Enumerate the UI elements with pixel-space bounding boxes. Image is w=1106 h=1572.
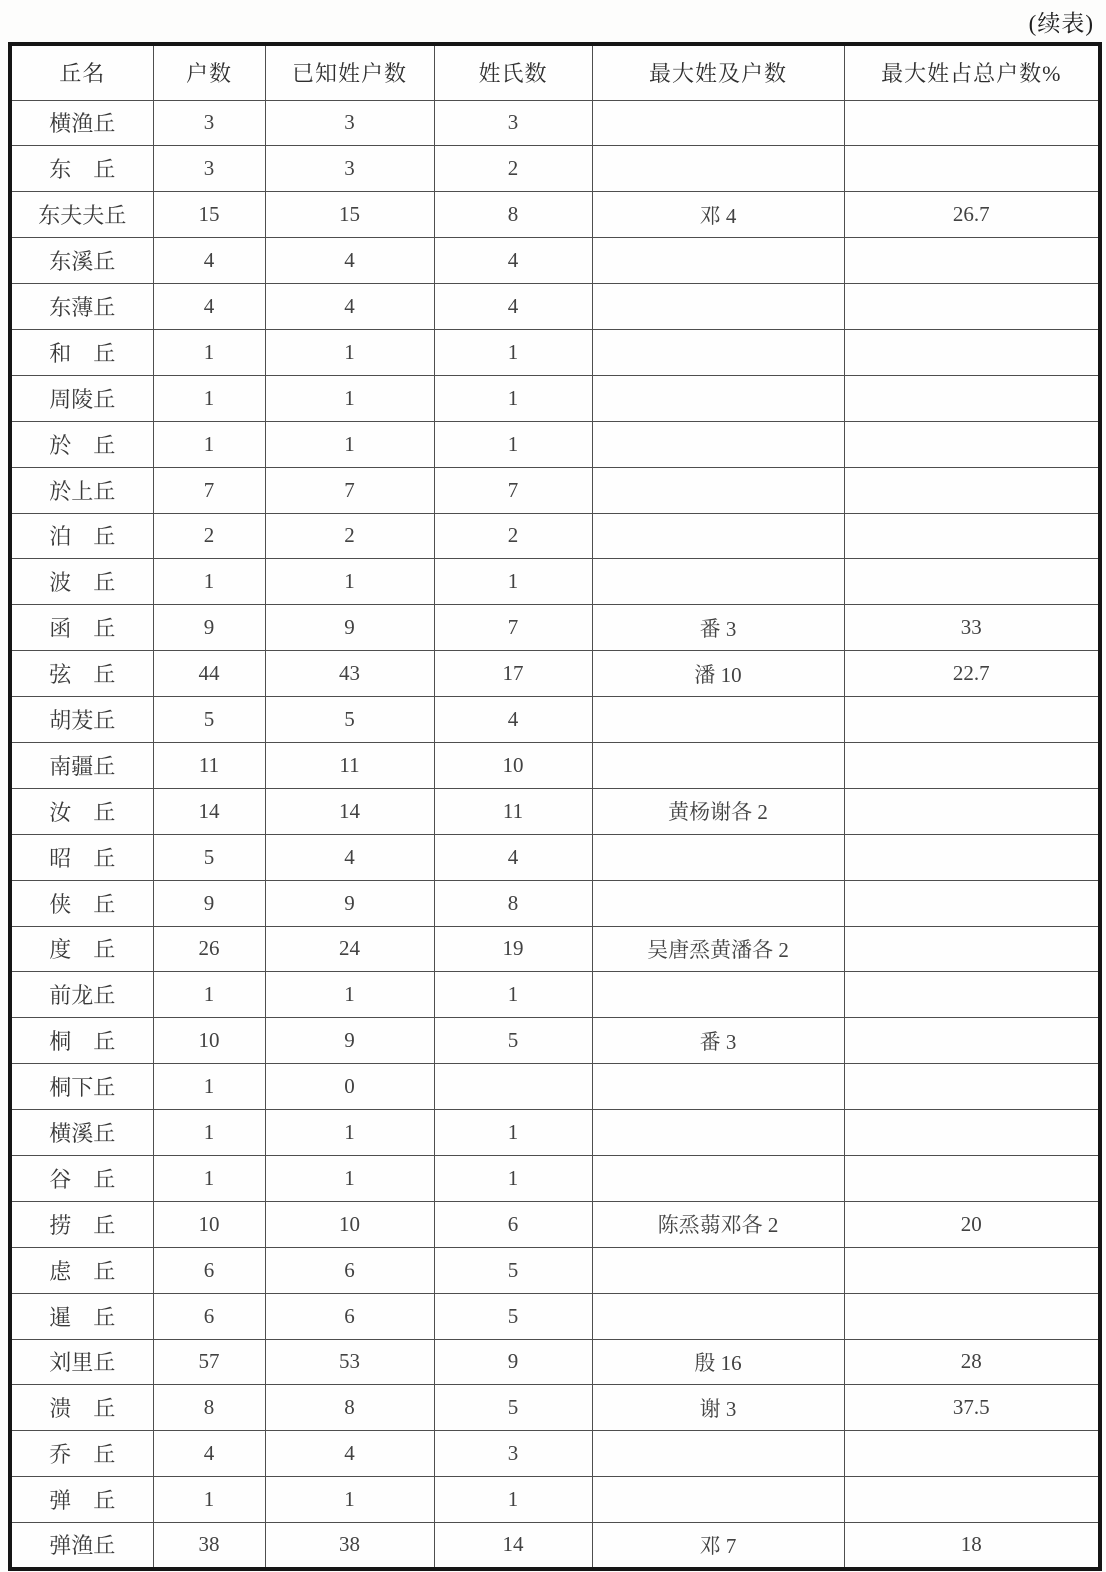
value-cell bbox=[844, 1064, 1100, 1110]
value-cell: 谢 3 bbox=[592, 1385, 844, 1431]
value-cell: 1 bbox=[153, 375, 265, 421]
value-cell bbox=[844, 238, 1100, 284]
table-row bbox=[10, 1431, 1100, 1477]
qiu-name-cell: 弹渔丘 bbox=[10, 1523, 153, 1569]
value-cell: 1 bbox=[265, 375, 434, 421]
column-header: 最大姓占总户数% bbox=[844, 44, 1100, 100]
value-cell bbox=[844, 284, 1100, 330]
value-cell: 10 bbox=[153, 1201, 265, 1247]
value-cell: 10 bbox=[265, 1201, 434, 1247]
value-cell bbox=[844, 1155, 1100, 1201]
value-cell: 邓 4 bbox=[592, 192, 844, 238]
qiu-name-cell: 暹 丘 bbox=[10, 1293, 153, 1339]
value-cell bbox=[844, 1018, 1100, 1064]
value-cell: 7 bbox=[434, 605, 592, 651]
value-cell: 番 3 bbox=[592, 1018, 844, 1064]
value-cell bbox=[592, 559, 844, 605]
value-cell: 6 bbox=[265, 1293, 434, 1339]
value-cell bbox=[844, 880, 1100, 926]
table-row bbox=[10, 1293, 1100, 1339]
value-cell: 1 bbox=[434, 329, 592, 375]
value-cell: 8 bbox=[153, 1385, 265, 1431]
value-cell bbox=[592, 467, 844, 513]
value-cell bbox=[844, 926, 1100, 972]
value-cell: 11 bbox=[265, 742, 434, 788]
value-cell: 6 bbox=[153, 1247, 265, 1293]
value-cell bbox=[844, 834, 1100, 880]
value-cell bbox=[844, 375, 1100, 421]
table-row bbox=[10, 192, 1100, 238]
table-body bbox=[10, 100, 1100, 1569]
value-cell: 15 bbox=[153, 192, 265, 238]
table-row bbox=[10, 375, 1100, 421]
value-cell: 1 bbox=[434, 1110, 592, 1156]
qiu-name-cell: 周陵丘 bbox=[10, 375, 153, 421]
value-cell bbox=[592, 1431, 844, 1477]
value-cell bbox=[592, 834, 844, 880]
value-cell: 3 bbox=[434, 100, 592, 146]
qiu-name-cell: 侠 丘 bbox=[10, 880, 153, 926]
value-cell: 1 bbox=[153, 972, 265, 1018]
value-cell bbox=[844, 146, 1100, 192]
qiu-name-cell: 溃 丘 bbox=[10, 1385, 153, 1431]
value-cell: 53 bbox=[265, 1339, 434, 1385]
qiu-name-cell: 和 丘 bbox=[10, 329, 153, 375]
value-cell bbox=[844, 1431, 1100, 1477]
value-cell: 番 3 bbox=[592, 605, 844, 651]
column-header: 已知姓户数 bbox=[265, 44, 434, 100]
table-row bbox=[10, 926, 1100, 972]
value-cell: 38 bbox=[265, 1523, 434, 1569]
value-cell: 2 bbox=[434, 513, 592, 559]
value-cell bbox=[592, 1064, 844, 1110]
value-cell bbox=[592, 238, 844, 284]
value-cell: 1 bbox=[153, 1477, 265, 1523]
table-row bbox=[10, 329, 1100, 375]
value-cell: 4 bbox=[434, 238, 592, 284]
value-cell: 1 bbox=[434, 375, 592, 421]
qiu-name-cell: 刘里丘 bbox=[10, 1339, 153, 1385]
value-cell: 28 bbox=[844, 1339, 1100, 1385]
value-cell: 37.5 bbox=[844, 1385, 1100, 1431]
table-row bbox=[10, 1155, 1100, 1201]
value-cell: 26 bbox=[153, 926, 265, 972]
value-cell bbox=[592, 1293, 844, 1339]
table-row bbox=[10, 238, 1100, 284]
value-cell bbox=[844, 329, 1100, 375]
value-cell: 4 bbox=[265, 1431, 434, 1477]
value-cell: 3 bbox=[265, 146, 434, 192]
table-row bbox=[10, 1201, 1100, 1247]
value-cell: 1 bbox=[153, 421, 265, 467]
table-row bbox=[10, 1018, 1100, 1064]
value-cell: 8 bbox=[265, 1385, 434, 1431]
value-cell: 33 bbox=[844, 605, 1100, 651]
value-cell: 7 bbox=[434, 467, 592, 513]
value-cell: 5 bbox=[434, 1293, 592, 1339]
value-cell bbox=[592, 1247, 844, 1293]
qiu-name-cell: 横渔丘 bbox=[10, 100, 153, 146]
value-cell bbox=[844, 1293, 1100, 1339]
value-cell: 1 bbox=[265, 1477, 434, 1523]
value-cell: 3 bbox=[434, 1431, 592, 1477]
qiu-name-cell: 桐 丘 bbox=[10, 1018, 153, 1064]
qiu-name-cell: 虑 丘 bbox=[10, 1247, 153, 1293]
value-cell: 11 bbox=[434, 788, 592, 834]
value-cell: 潘 10 bbox=[592, 651, 844, 697]
value-cell: 1 bbox=[434, 559, 592, 605]
value-cell: 10 bbox=[434, 742, 592, 788]
column-header: 户数 bbox=[153, 44, 265, 100]
value-cell bbox=[592, 146, 844, 192]
value-cell: 22.7 bbox=[844, 651, 1100, 697]
value-cell bbox=[592, 1155, 844, 1201]
value-cell: 9 bbox=[153, 605, 265, 651]
value-cell: 2 bbox=[153, 513, 265, 559]
value-cell: 5 bbox=[153, 834, 265, 880]
table-row bbox=[10, 284, 1100, 330]
table-row bbox=[10, 834, 1100, 880]
value-cell: 1 bbox=[265, 1110, 434, 1156]
value-cell bbox=[592, 1110, 844, 1156]
value-cell: 1 bbox=[265, 1155, 434, 1201]
qiu-name-cell: 於上丘 bbox=[10, 467, 153, 513]
value-cell: 2 bbox=[265, 513, 434, 559]
value-cell: 9 bbox=[434, 1339, 592, 1385]
value-cell bbox=[592, 742, 844, 788]
value-cell bbox=[592, 284, 844, 330]
value-cell: 1 bbox=[265, 329, 434, 375]
value-cell: 5 bbox=[265, 697, 434, 743]
value-cell: 4 bbox=[153, 284, 265, 330]
value-cell: 19 bbox=[434, 926, 592, 972]
qiu-name-cell: 东 丘 bbox=[10, 146, 153, 192]
qiu-name-cell: 弦 丘 bbox=[10, 651, 153, 697]
table-row bbox=[10, 880, 1100, 926]
table-row bbox=[10, 1523, 1100, 1569]
value-cell bbox=[844, 697, 1100, 743]
table-row bbox=[10, 605, 1100, 651]
value-cell: 38 bbox=[153, 1523, 265, 1569]
value-cell: 17 bbox=[434, 651, 592, 697]
value-cell bbox=[592, 880, 844, 926]
value-cell: 黄杨谢各 2 bbox=[592, 788, 844, 834]
value-cell: 9 bbox=[265, 605, 434, 651]
value-cell: 1 bbox=[153, 1110, 265, 1156]
value-cell: 1 bbox=[153, 1155, 265, 1201]
value-cell: 9 bbox=[265, 880, 434, 926]
value-cell: 1 bbox=[153, 559, 265, 605]
value-cell bbox=[844, 559, 1100, 605]
qiu-name-cell: 捞 丘 bbox=[10, 1201, 153, 1247]
value-cell: 0 bbox=[265, 1064, 434, 1110]
value-cell bbox=[844, 972, 1100, 1018]
value-cell: 6 bbox=[434, 1201, 592, 1247]
value-cell: 6 bbox=[265, 1247, 434, 1293]
value-cell bbox=[592, 1477, 844, 1523]
value-cell: 1 bbox=[434, 1155, 592, 1201]
value-cell: 3 bbox=[153, 100, 265, 146]
table-row bbox=[10, 1385, 1100, 1431]
value-cell: 邓 7 bbox=[592, 1523, 844, 1569]
value-cell: 20 bbox=[844, 1201, 1100, 1247]
value-cell: 14 bbox=[153, 788, 265, 834]
value-cell bbox=[434, 1064, 592, 1110]
value-cell: 4 bbox=[153, 1431, 265, 1477]
table-row bbox=[10, 972, 1100, 1018]
value-cell: 5 bbox=[434, 1385, 592, 1431]
value-cell: 陈烝蒻邓各 2 bbox=[592, 1201, 844, 1247]
value-cell bbox=[844, 100, 1100, 146]
table-row bbox=[10, 513, 1100, 559]
column-header: 丘名 bbox=[10, 44, 153, 100]
value-cell bbox=[844, 1110, 1100, 1156]
value-cell bbox=[844, 1477, 1100, 1523]
value-cell bbox=[592, 513, 844, 559]
value-cell: 9 bbox=[153, 880, 265, 926]
table-row bbox=[10, 651, 1100, 697]
value-cell: 1 bbox=[434, 1477, 592, 1523]
value-cell: 4 bbox=[265, 284, 434, 330]
table-header bbox=[10, 44, 1100, 100]
qiu-name-cell: 波 丘 bbox=[10, 559, 153, 605]
value-cell: 18 bbox=[844, 1523, 1100, 1569]
value-cell: 24 bbox=[265, 926, 434, 972]
value-cell bbox=[592, 375, 844, 421]
value-cell: 4 bbox=[434, 284, 592, 330]
value-cell: 4 bbox=[265, 238, 434, 284]
column-header: 最大姓及户数 bbox=[592, 44, 844, 100]
table-row bbox=[10, 1339, 1100, 1385]
value-cell: 4 bbox=[434, 834, 592, 880]
value-cell bbox=[592, 421, 844, 467]
value-cell bbox=[844, 742, 1100, 788]
value-cell: 11 bbox=[153, 742, 265, 788]
value-cell: 1 bbox=[265, 972, 434, 1018]
table-row bbox=[10, 742, 1100, 788]
qiu-name-cell: 东夫夫丘 bbox=[10, 192, 153, 238]
value-cell bbox=[844, 467, 1100, 513]
qiu-name-cell: 度 丘 bbox=[10, 926, 153, 972]
value-cell: 1 bbox=[153, 329, 265, 375]
value-cell: 1 bbox=[265, 421, 434, 467]
value-cell bbox=[592, 697, 844, 743]
value-cell: 1 bbox=[434, 421, 592, 467]
value-cell: 4 bbox=[434, 697, 592, 743]
value-cell: 1 bbox=[153, 1064, 265, 1110]
value-cell: 5 bbox=[434, 1018, 592, 1064]
table-row bbox=[10, 1110, 1100, 1156]
value-cell: 43 bbox=[265, 651, 434, 697]
continuation-label: (续表) bbox=[1028, 11, 1094, 36]
table-row bbox=[10, 467, 1100, 513]
value-cell: 26.7 bbox=[844, 192, 1100, 238]
value-cell: 1 bbox=[434, 972, 592, 1018]
value-cell: 44 bbox=[153, 651, 265, 697]
table-row bbox=[10, 1247, 1100, 1293]
value-cell: 3 bbox=[153, 146, 265, 192]
value-cell: 2 bbox=[434, 146, 592, 192]
qiu-name-cell: 东薄丘 bbox=[10, 284, 153, 330]
value-cell bbox=[844, 788, 1100, 834]
value-cell: 10 bbox=[153, 1018, 265, 1064]
qiu-name-cell: 前龙丘 bbox=[10, 972, 153, 1018]
qiu-name-cell: 桐下丘 bbox=[10, 1064, 153, 1110]
qiu-name-cell: 汝 丘 bbox=[10, 788, 153, 834]
qiu-name-cell: 谷 丘 bbox=[10, 1155, 153, 1201]
qiu-name-cell: 胡茇丘 bbox=[10, 697, 153, 743]
header-row bbox=[10, 44, 1100, 100]
qiu-name-cell: 於 丘 bbox=[10, 421, 153, 467]
table-row bbox=[10, 146, 1100, 192]
value-cell: 5 bbox=[434, 1247, 592, 1293]
qiu-name-cell: 横溪丘 bbox=[10, 1110, 153, 1156]
table-row bbox=[10, 1477, 1100, 1523]
value-cell bbox=[592, 972, 844, 1018]
surname-table bbox=[8, 42, 1102, 1571]
table-row bbox=[10, 788, 1100, 834]
qiu-name-cell: 函 丘 bbox=[10, 605, 153, 651]
column-header: 姓氏数 bbox=[434, 44, 592, 100]
value-cell bbox=[592, 100, 844, 146]
value-cell: 7 bbox=[265, 467, 434, 513]
qiu-name-cell: 东溪丘 bbox=[10, 238, 153, 284]
value-cell: 5 bbox=[153, 697, 265, 743]
value-cell: 3 bbox=[265, 100, 434, 146]
value-cell: 9 bbox=[265, 1018, 434, 1064]
value-cell: 4 bbox=[153, 238, 265, 284]
value-cell: 14 bbox=[265, 788, 434, 834]
value-cell: 6 bbox=[153, 1293, 265, 1339]
qiu-name-cell: 南疆丘 bbox=[10, 742, 153, 788]
table-row bbox=[10, 559, 1100, 605]
table-row bbox=[10, 697, 1100, 743]
value-cell: 15 bbox=[265, 192, 434, 238]
value-cell: 8 bbox=[434, 192, 592, 238]
value-cell: 14 bbox=[434, 1523, 592, 1569]
qiu-name-cell: 泊 丘 bbox=[10, 513, 153, 559]
value-cell: 4 bbox=[265, 834, 434, 880]
value-cell: 7 bbox=[153, 467, 265, 513]
qiu-name-cell: 昭 丘 bbox=[10, 834, 153, 880]
value-cell bbox=[844, 513, 1100, 559]
table-row bbox=[10, 100, 1100, 146]
value-cell: 1 bbox=[265, 559, 434, 605]
value-cell bbox=[592, 329, 844, 375]
value-cell: 57 bbox=[153, 1339, 265, 1385]
value-cell: 吴唐烝黄潘各 2 bbox=[592, 926, 844, 972]
qiu-name-cell: 乔 丘 bbox=[10, 1431, 153, 1477]
value-cell: 8 bbox=[434, 880, 592, 926]
table-row bbox=[10, 421, 1100, 467]
value-cell bbox=[844, 421, 1100, 467]
value-cell bbox=[844, 1247, 1100, 1293]
qiu-name-cell: 弹 丘 bbox=[10, 1477, 153, 1523]
value-cell: 殷 16 bbox=[592, 1339, 844, 1385]
table-row bbox=[10, 1064, 1100, 1110]
